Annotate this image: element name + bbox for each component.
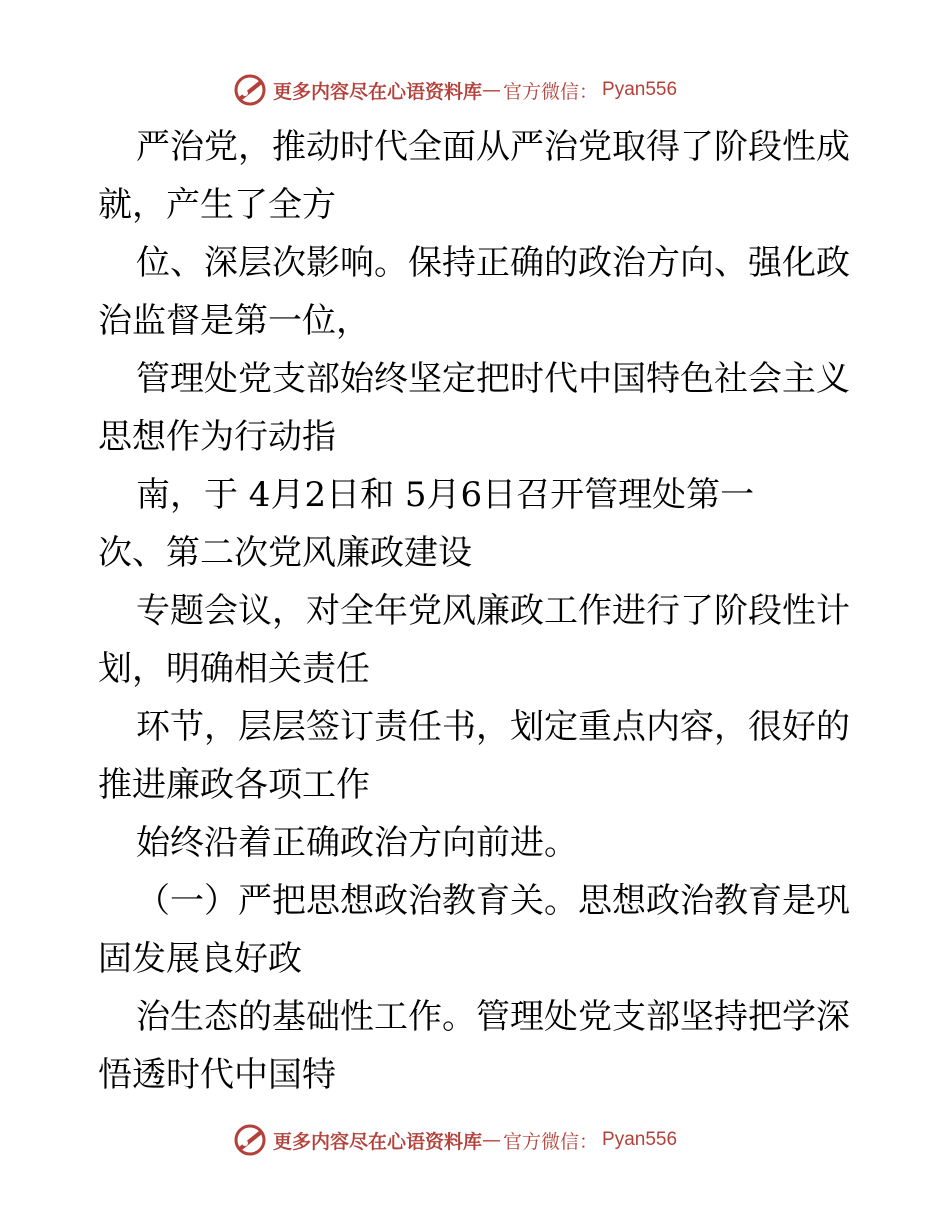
text-line: 次、第二次党风廉政建设 [98, 533, 472, 573]
header-banner [233, 72, 713, 108]
text-line: 环节，层层签订责任书，划定重点内容，很好的 [136, 707, 850, 747]
text-line: 推进廉政各项工作 [98, 765, 370, 805]
text-line: 位、深层次影响。保持正确的政治方向、强化政 [136, 243, 850, 283]
text-line: 思想作为行动指 [98, 417, 336, 457]
document-body [98, 118, 878, 1104]
banner-main-text: 更多内容尽在心语资料库 [273, 1130, 483, 1153]
text-line: 治监督是第一位， [98, 301, 370, 341]
text-line: 治生态的基础性工作。管理处党支部坚持把学深 [136, 997, 850, 1037]
text-line: 就，产生了全方 [98, 185, 336, 225]
text-line: 专题会议，对全年党风廉政工作进行了阶段性计 [136, 591, 850, 631]
banner-wechat-id: Pyan556 [602, 79, 678, 100]
logo-icon [233, 73, 267, 107]
text-line: （一）严把思想政治教育关。思想政治教育是巩 [136, 881, 850, 921]
logo-icon [233, 1123, 267, 1157]
text-line: 悟透时代中国特 [98, 1055, 336, 1095]
text-line: 严治党，推动时代全面从严治党取得了阶段性成 [136, 127, 850, 167]
text-line: 始终沿着正确政治方向前进。 [136, 823, 578, 863]
text-line: 固发展良好政 [98, 939, 302, 979]
banner-separator: — [482, 1129, 502, 1151]
banner-official-label: 官方微信： [503, 1130, 599, 1153]
text-line: 管理处党支部始终坚定把时代中国特色社会主义 [136, 359, 850, 399]
footer-banner [233, 1122, 713, 1158]
banner-official-label: 官方微信： [503, 80, 599, 103]
banner-separator: — [482, 79, 502, 101]
banner-wechat-id: Pyan556 [602, 1129, 678, 1150]
text-line: 南，于 4月2日和 5月6日召开管理处第一 [136, 475, 755, 515]
banner-main-text: 更多内容尽在心语资料库 [273, 80, 483, 103]
text-line: 划，明确相关责任 [98, 649, 370, 689]
